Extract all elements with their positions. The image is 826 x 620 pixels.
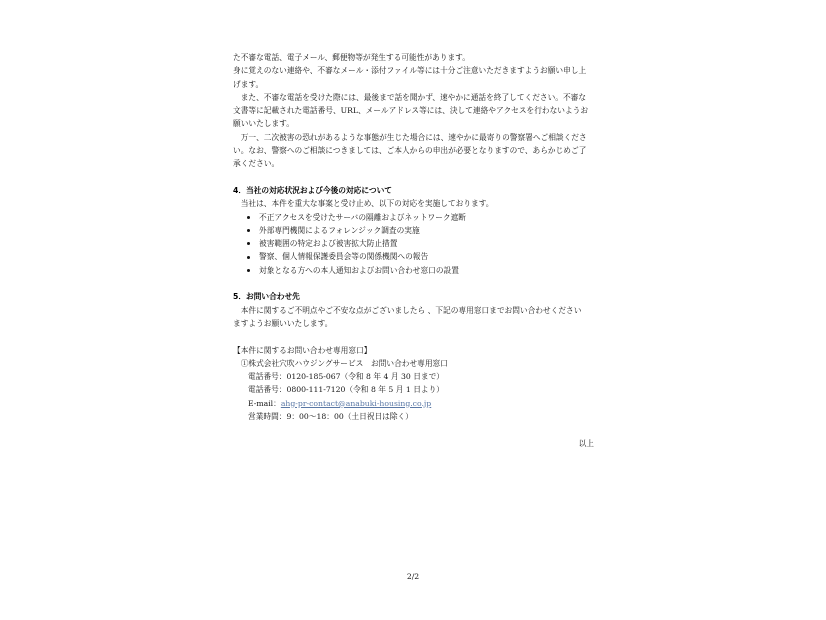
bullet-icon bbox=[247, 269, 250, 272]
body-text-line: い。なお、警察へのご相談につきましては、ご本人からの申出が必要となりますので、あらかじめご了 bbox=[233, 146, 587, 156]
bullet-item-text: 不正アクセスを受けたサーバの隔離およびネットワーク遮断 bbox=[259, 212, 466, 222]
contact-phone-current: 電話番号：0120-185-067（令和 8 年 4 月 30 日まで） bbox=[248, 372, 444, 382]
closing-text: 以上 bbox=[578, 438, 594, 448]
document-body bbox=[233, 51, 594, 450]
body-text-line: 承ください。 bbox=[233, 159, 280, 169]
bullet-icon bbox=[247, 229, 250, 232]
bullet-icon bbox=[247, 256, 250, 259]
section-heading-response: 4．当社の対応状況および今後の対応について bbox=[233, 185, 392, 195]
email-label: E-mail： bbox=[248, 398, 281, 408]
contact-email-row bbox=[233, 397, 594, 410]
contact-box-heading: 【本件に関するお問い合わせ専用窓口】 bbox=[233, 345, 372, 355]
bullet-icon bbox=[247, 216, 250, 219]
bullet-list-item bbox=[233, 224, 594, 237]
email-link[interactable]: ahg-pr-contact@anabuki-housing.co.jp bbox=[280, 398, 432, 408]
bullet-item-text: 外部専門機関によるフォレンジック調査の実施 bbox=[259, 225, 420, 235]
bullet-list-item bbox=[233, 250, 594, 263]
body-text-line: 万一、二次被害の恐れがあるような事態が生じた場合には、速やかに最寄りの警察署へご相談くださ bbox=[233, 132, 587, 142]
bullet-item-text: 警察、個人情報保護委員会等の関係機関への報告 bbox=[259, 252, 429, 262]
bullet-list-item bbox=[233, 237, 594, 250]
page-number: 2/2 bbox=[406, 572, 420, 581]
contact-phone-new: 電話番号：0800-111-7120（令和 8 年 5 月 1 日より） bbox=[248, 385, 444, 395]
section-intro-text: 当社は、本件を重大な事案と受け止め、以下の対応を実施しております。 bbox=[233, 199, 494, 209]
bullet-list-item bbox=[233, 264, 594, 277]
body-text-line: また、不審な電話を受けた際には、最後まで話を聞かず、速やかに通話を終了してください。不審な bbox=[233, 92, 587, 102]
bullet-icon bbox=[247, 242, 250, 245]
body-text-line: 文書等に記載された電話番号、URL、メールアドレス等には、決して連絡やアクセスを行わないようお bbox=[233, 106, 589, 116]
contact-hours: 営業時間：9：00～18：00（土日祝日は除く） bbox=[248, 412, 413, 422]
bullet-item-text: 被害範囲の特定および被害拡大防止措置 bbox=[259, 239, 398, 249]
body-text-line: ますようお願いいたします。 bbox=[233, 318, 333, 328]
body-text-line: 身に覚えのない連絡や、不審なメール・添付ファイル等には十分ご注意いただきますようお願い申し上 bbox=[233, 66, 587, 76]
body-text-line: げます。 bbox=[233, 79, 264, 89]
bullet-list-item bbox=[233, 211, 594, 224]
body-text-line: た不審な電話、電子メール、郵便物等が発生する可能性があります。 bbox=[233, 53, 470, 62]
contact-company: ①株式会社穴吹ハウジングサービス お問い合わせ専用窓口 bbox=[233, 358, 448, 368]
section-heading-contact: 5．お問い合わせ先 bbox=[233, 292, 300, 302]
body-text-line: 願いいたします。 bbox=[233, 119, 294, 129]
body-text-line: 本件に関するご不明点やご不安な点がございましたら 、下記の専用窓口までお問い合わせください bbox=[233, 305, 582, 315]
bullet-item-text: 対象となる方への本人通知およびお問い合わせ窓口の設置 bbox=[259, 265, 459, 275]
